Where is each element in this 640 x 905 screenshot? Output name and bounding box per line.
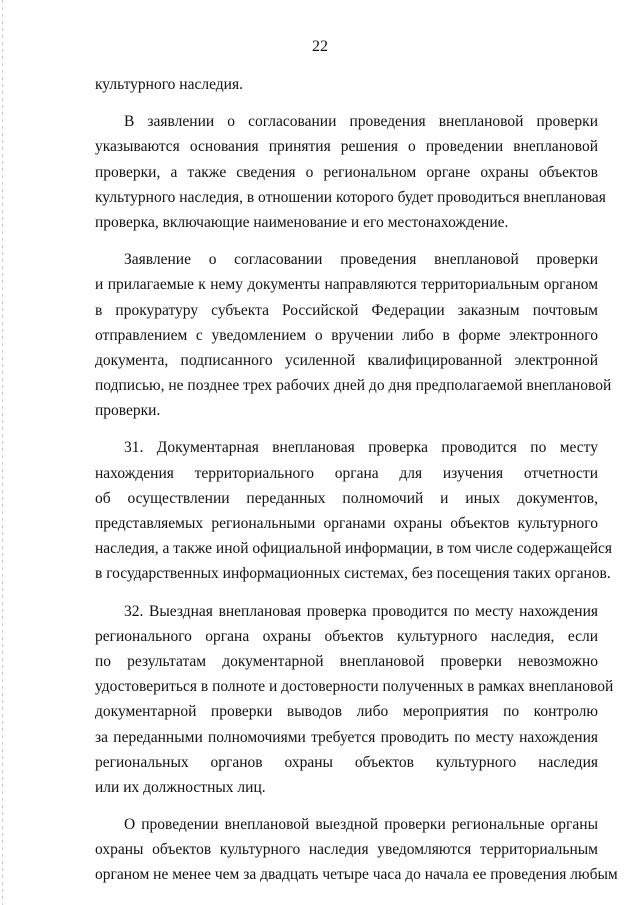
text-line: документарной проверки выводов либо мероприятия по контролю	[95, 703, 598, 721]
text-line: представляемых региональными органами охраны объектов культурного	[95, 515, 598, 532]
text-line: отправлением с уведомлением о вручении либо в форме электронного	[95, 326, 598, 344]
text-line: или их должностных лиц.	[95, 778, 266, 796]
text-line: региональных органов охраны объектов культурного наследия	[95, 753, 598, 771]
text-line: 32. Выездная внеплановая проверка проводится по месту нахождения	[124, 602, 598, 620]
text-line: О проведении внеплановой выездной проверки региональные органы	[124, 816, 598, 834]
text-line: по результатам документарной внеплановой проверки невозможно	[95, 652, 598, 670]
text-line: подписью, не позднее трех рабочих дней до дня предполагаемой внеплановой	[95, 377, 612, 395]
paragraph-item-32	[95, 599, 614, 801]
text-line: регионального органа охраны объектов культурного наследия, если	[95, 627, 598, 645]
text-line: об осуществлении переданных полномочий и иных документов,	[95, 489, 598, 507]
text-line: в прокуратуру субъекта Российской Федерации заказным почтовым	[95, 301, 598, 319]
text-line: нахождения территориального органа для изучения отчетности	[95, 464, 598, 482]
text-line: культурного наследия, в отношении которого будет проводиться внеплановая	[95, 188, 606, 206]
paragraph-application-sending	[95, 247, 612, 423]
text-line: культурного наследия.	[95, 76, 243, 93]
page-number: 22	[312, 38, 328, 55]
text-line: документа, подписанного усиленной квалифицированной электронной	[95, 351, 598, 369]
text-line: проверка, включающие наименование и его местонахождение.	[95, 213, 509, 231]
text-line: и прилагаемые к нему документы направляются территориальным органом	[95, 276, 598, 294]
paragraph-application-contents	[95, 109, 606, 235]
text-line: указываются основания принятия решения о проведении внеплановой	[95, 138, 598, 156]
text-line: В заявлении о согласовании проведения внеплановой проверки	[124, 113, 598, 131]
paragraph-continuation	[95, 72, 598, 97]
text-line: в государственных информационных системах, без посещения таких органов.	[95, 565, 611, 583]
text-line: Заявление о согласовании проведения внеплановой проверки	[124, 251, 598, 269]
text-line: наследия, а также иной официальной информации, в том числе содержащейся	[95, 540, 613, 558]
scan-edge-line	[2, 0, 3, 905]
text-line: проверки, а также сведения о региональном органе охраны объектов	[95, 163, 598, 181]
text-line: за переданными полномочиями требуется проводить по месту нахождения	[95, 728, 598, 746]
paragraph-notification	[95, 812, 618, 888]
text-line: органом не менее чем за двадцать четыре часа до начала ее проведения любым	[95, 866, 618, 884]
text-line: 31. Документарная внеплановая проверка проводится по месту	[124, 439, 598, 457]
text-line: охраны объектов культурного наследия уведомляются территориальным	[95, 841, 598, 859]
text-line: удостовериться в полноте и достоверности полученных в рамках внеплановой	[95, 678, 614, 696]
paragraph-item-31	[95, 435, 613, 586]
text-line: проверки.	[95, 402, 161, 420]
document-body	[95, 72, 618, 888]
